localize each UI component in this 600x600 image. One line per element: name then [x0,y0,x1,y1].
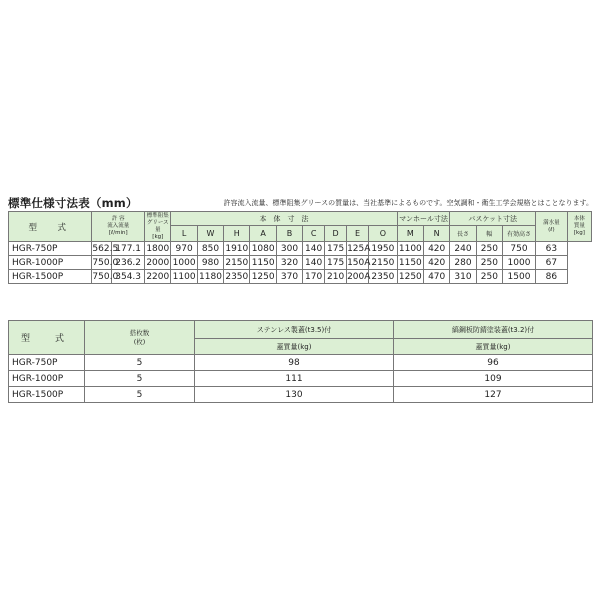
table-cell: 1080 [251,243,275,254]
table-cell: 354.3 [112,270,145,284]
header-steel-lid: 縞鋼板防錆塗装蓋(t3.2)付 [394,321,593,339]
header-col-B: B [276,226,302,242]
table-cell: 2000 [146,257,170,268]
model-cell: HGR-1000P [9,371,85,387]
table-cell: 2150 [225,257,249,268]
table-cell: 111 [195,371,394,387]
table-cell: 750.0 [92,271,119,282]
table-cell: 5 [85,355,195,371]
table-cell: 1000 [172,257,196,268]
header-grease-line2: グリース量 [146,219,169,233]
header-water [535,212,567,242]
model-cell: HGR-1000P [9,256,92,270]
table-cell: 5 [85,387,195,403]
table-cell: 177.1 [112,242,145,256]
table-cell: 150A [347,257,371,268]
header-lid-count [85,321,195,355]
header-col-W: W [197,226,223,242]
table-cell: 210 [325,270,347,284]
table-cell: 1100 [398,243,422,254]
table-cell: 420 [424,242,450,256]
table-cell: 420 [424,256,450,270]
header-col-C: C [303,226,325,242]
header-lid-count-line1: 搭枚数 [129,328,150,337]
header-col-M: M [397,226,423,242]
table-cell: 130 [195,387,394,403]
table-cell: 1950 [369,242,398,256]
table-row [9,270,592,284]
table-cell: 300 [276,242,302,256]
table-cell: 5 [85,371,195,387]
table-cell: 236.2 [112,256,145,270]
header-col-E: E [347,226,369,242]
header-col-L: L [171,226,197,242]
header-lid-count-line2: (枚) [133,337,146,346]
table-cell: 310 [450,270,476,284]
header-flow-line1: 許 容 [111,216,125,222]
table-row [9,242,592,256]
header-flow-line3: [ℓ/min] [108,230,128,236]
table-cell: 200A [347,271,371,282]
table-cell: 98 [195,355,394,371]
header-water-line1: 満水量 [543,219,560,226]
table-cell: 750 [503,242,536,256]
table-cell: 1150 [398,257,422,268]
header-col-O: O [369,226,398,242]
header-grease-line1: 標準阻集 [146,212,169,219]
table-cell: 1910 [225,243,249,254]
table-cell: 170 [303,270,325,284]
model-cell: HGR-750P [9,242,92,256]
table-cell: 1150 [251,257,275,268]
table-cell: 125A [347,243,371,254]
table-cell: 2350 [225,271,249,282]
table-cell: 1250 [398,271,422,282]
spec-note: 許容流入流量、標準阻集グリースの質量は、当社基準によるものです。空気調和・衛生工学会規格とはことなります。 [223,199,593,207]
table-cell: 320 [276,256,302,270]
table-cell: 1100 [172,271,196,282]
table-cell: 175 [325,256,347,270]
header-stainless-lid: ステンレス製蓋(t3.5)付 [195,321,394,339]
header-flow [92,212,145,242]
header-model: 型 式 [9,321,85,355]
header-weight-line1: 本体 [573,216,585,222]
table-cell: 63 [535,242,567,256]
header-col-A: A [250,226,276,242]
table-cell: 1180 [199,271,222,282]
table-cell: 980 [197,256,223,270]
model-cell: HGR-1500P [9,387,85,403]
header-weight-line3: [kg] [573,230,585,236]
header-basket-height: 有効高さ [503,226,536,242]
table-row [9,256,592,270]
header-basket-dimensions: バスケット寸法 [450,212,536,226]
table-cell: 1250 [251,271,275,282]
table-cell: 2200 [146,271,170,282]
table-row [9,371,593,387]
table-cell: 1000 [503,256,536,270]
page-title: 標準仕様寸法表（mm） [8,196,138,210]
table-cell: 140 [303,256,325,270]
table-cell: 175 [325,242,347,256]
table-cell: 250 [476,270,502,284]
table-cell: 2350 [369,270,398,284]
table-cell: 370 [276,270,302,284]
header-flow-line2: 流入流量 [107,223,130,229]
header-basket-length: 長さ [450,226,476,242]
table-cell: 2150 [369,256,398,270]
table-cell: 250 [476,242,502,256]
table-row [9,387,593,403]
header-weight [567,212,591,242]
table-cell: 850 [197,242,223,256]
table-cell: 562.5 [92,243,119,254]
header-body-dimensions: 本 体 寸 法 [171,212,397,226]
header-weight-line2: 質量 [573,223,585,229]
header-manhole-dimensions: マンホール寸法 [397,212,450,226]
table-cell: 750.0 [92,257,119,268]
table-cell: 96 [394,355,593,371]
header-water-line2: (ℓ) [548,226,555,233]
model-cell: HGR-750P [9,355,85,371]
model-cell: HGR-1500P [9,270,92,284]
table-cell: 86 [535,270,567,284]
header-col-H: H [224,226,250,242]
table-cell: 970 [171,242,197,256]
table-cell: 140 [303,242,325,256]
table-cell: 240 [450,242,476,256]
header-model: 型 式 [9,212,92,242]
header-steel-weight: 蓋質量(kg) [394,339,593,355]
table-cell: 280 [450,256,476,270]
header-col-D: D [325,226,347,242]
table-cell: 1800 [146,243,170,254]
header-stainless-weight: 蓋質量(kg) [195,339,394,355]
spec-table [8,211,592,284]
table-cell: 127 [394,387,593,403]
table-cell: 1500 [503,270,536,284]
table-cell: 109 [394,371,593,387]
header-basket-width: 幅 [476,226,502,242]
lid-table [8,320,593,403]
header-grease-line3: [kg] [152,233,164,240]
table-cell: 67 [535,256,567,270]
table-cell: 470 [424,270,450,284]
header-grease [145,212,171,242]
table-cell: 250 [476,256,502,270]
header-col-N: N [424,226,450,242]
table-row [9,355,593,371]
